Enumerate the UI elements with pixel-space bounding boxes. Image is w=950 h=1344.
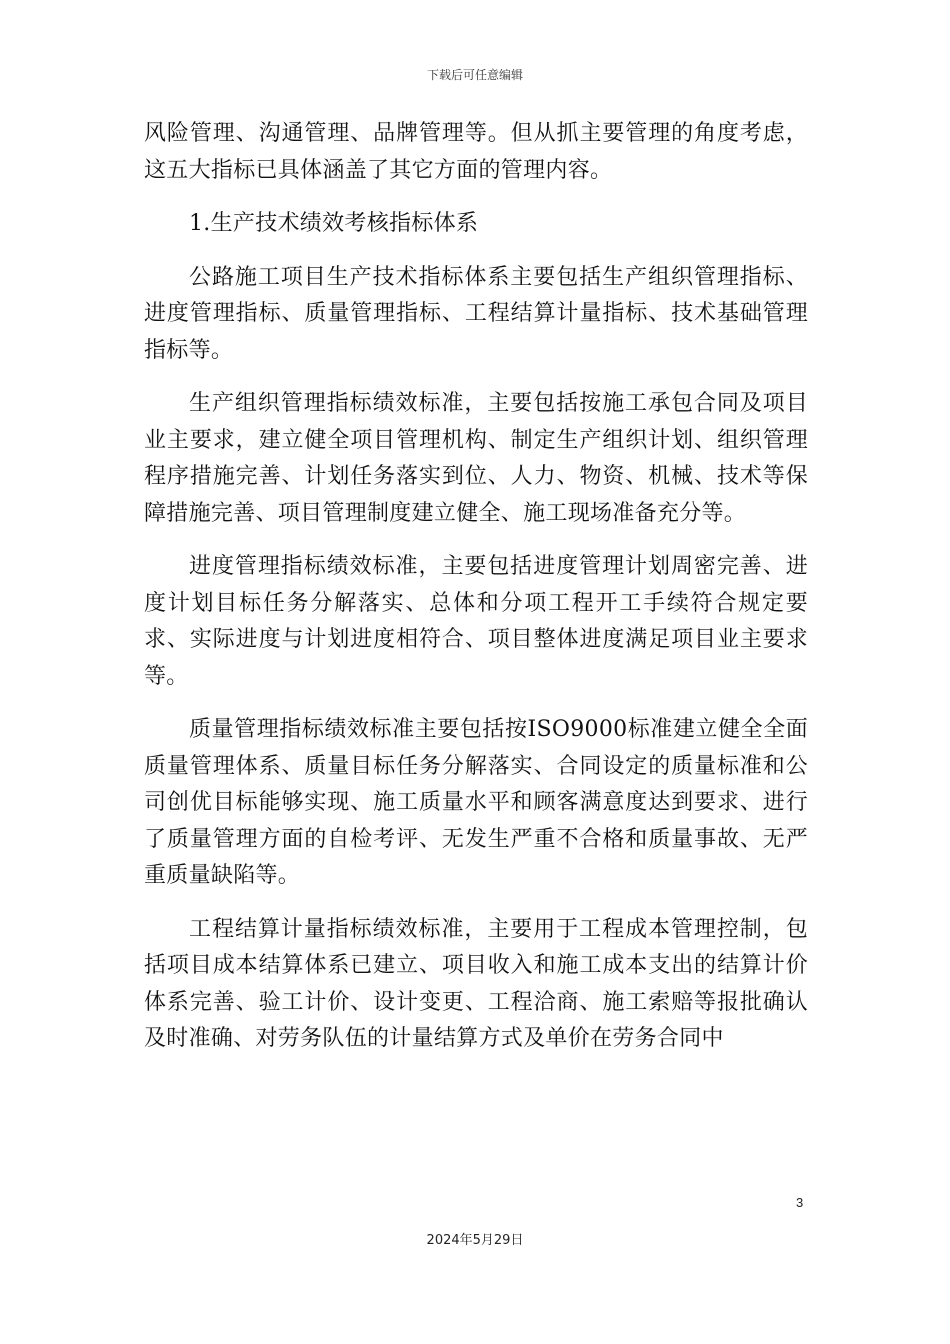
- paragraph: 生产组织管理指标绩效标准，主要包括按施工承包合同及项目业主要求，建立健全项目管理机构、制定生产组织计划、组织管理程序措施完善、计划任务落实到位、人力、物资、机械、技术等保障措施完善、项目管理制度建立健全、施工现场准备充分等。: [144, 391, 808, 526]
- header-note: 下载后可任意编辑: [426, 68, 523, 82]
- paragraph: 风险管理、沟通管理、品牌管理等。但从抓主要管理的角度考虑，这五大指标已具体涵盖了其它方面的管理内容。: [144, 121, 808, 183]
- section-heading: 1.生产技术绩效考核指标体系: [189, 211, 479, 236]
- paragraph: 进度管理指标绩效标准，主要包括进度管理计划周密完善、进度计划目标任务分解落实、总体和分项工程开工手续符合规定要求、实际进度与计划进度相符合、项目整体进度满足项目业主要求等。: [144, 554, 808, 689]
- paragraph: 工程结算计量指标绩效标准，主要用于工程成本管理控制，包括项目成本结算体系已建立、项目收入和施工成本支出的结算计价体系完善、验工计价、设计变更、工程洽商、施工索赔等报批确认及时准确、对劳务队伍的计量结算方式及单价在劳务合同中: [144, 916, 808, 1051]
- footer-date: 2024年5月29日: [426, 1233, 524, 1248]
- document-body: [144, 116, 808, 1075]
- paragraph: 公路施工项目生产技术指标体系主要包括生产组织管理指标、进度管理指标、质量管理指标、工程结算计量指标、技术基础管理指标等。: [144, 264, 808, 363]
- page-number: 3: [796, 1195, 804, 1210]
- paragraph: 质量管理指标绩效标准主要包括按ISO9000标准建立健全全面质量管理体系、质量目标任务分解落实、合同设定的质量标准和公司创优目标能够实现、施工质量水平和顾客满意度达到要求、进行了质量管理方面的自检考评、无发生严重不合格和质量事故、无严重质量缺陷等。: [144, 717, 808, 888]
